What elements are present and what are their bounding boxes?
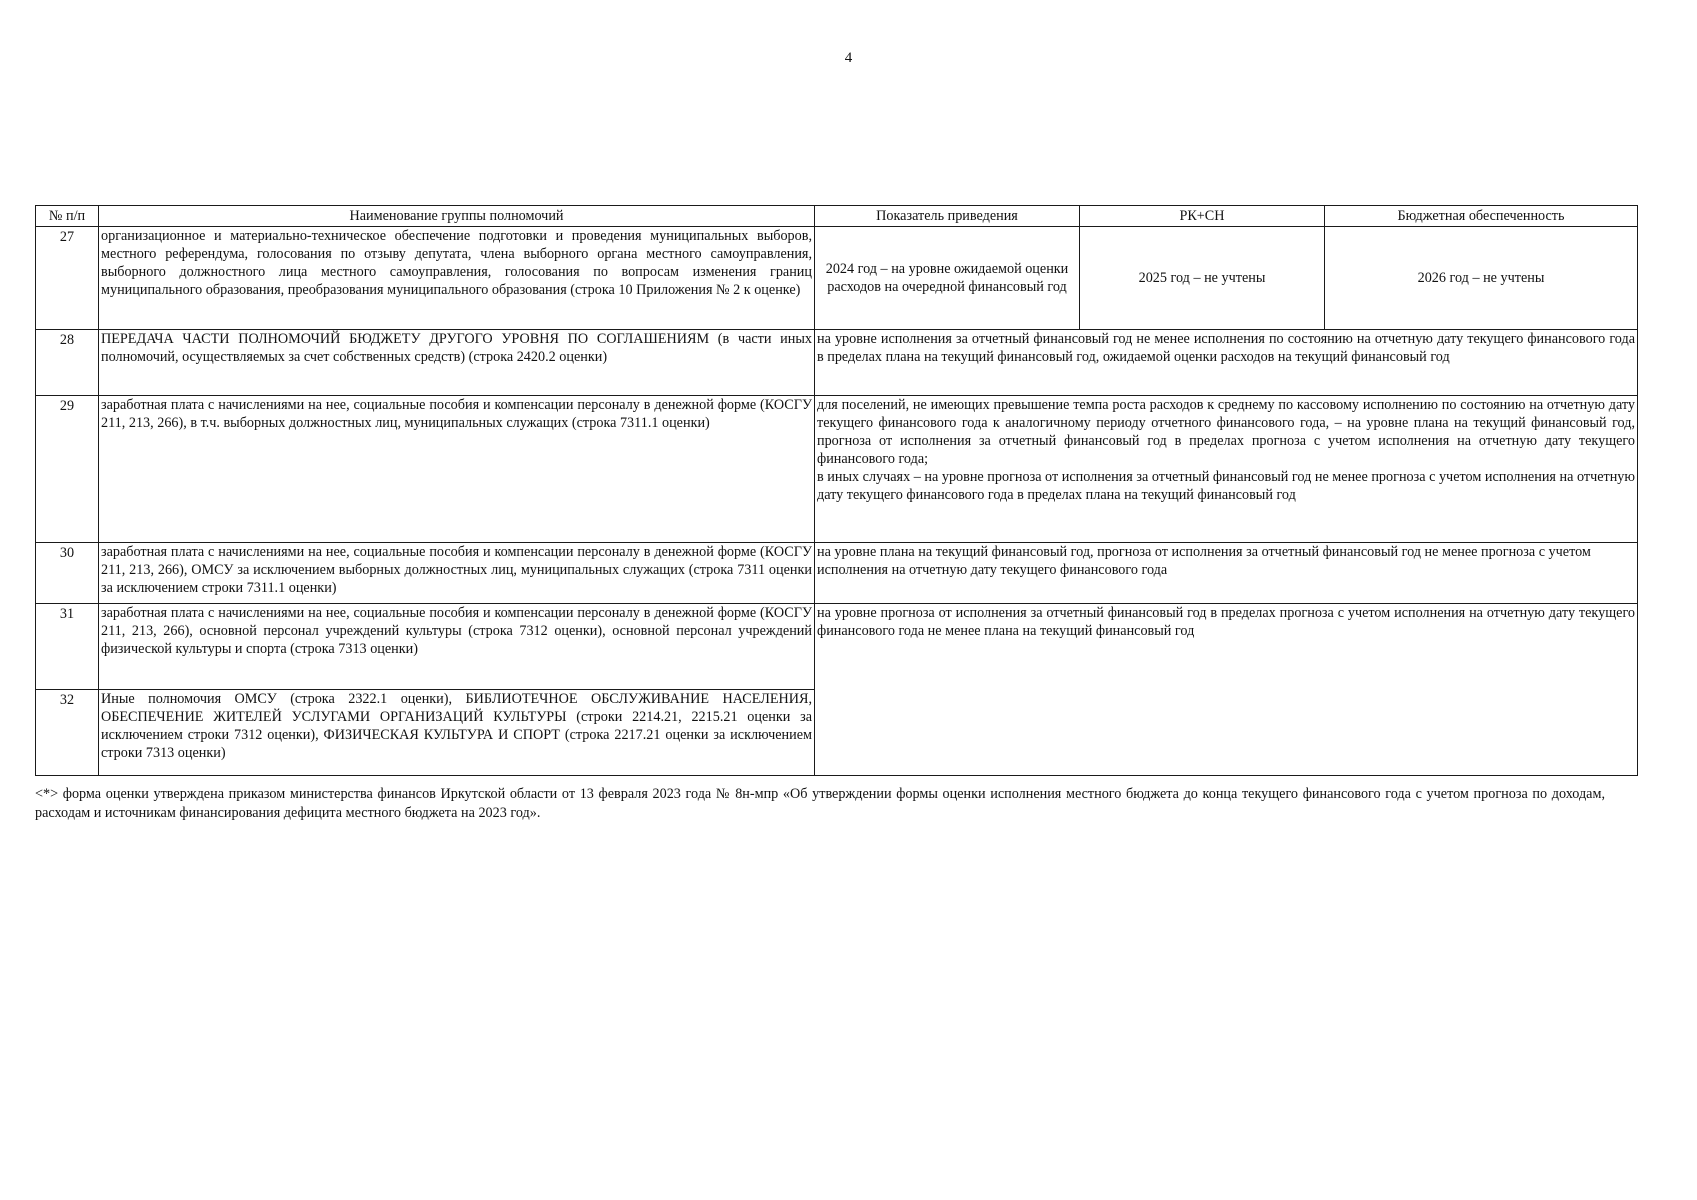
header-authority-group-name: Наименование группы полномочий xyxy=(99,206,815,227)
row-number: 30 xyxy=(36,543,99,604)
authority-group-name: организационное и материально-техническое обеспечение подготовки и проведения муниципальных выборов, местного референдума, голосования по отзыву депутата, члена выборного органа местного самоуправления, выборного должностного лица местного самоуправления, голосования по вопросам изменения границ муниципального образования, преобразования муниципального образования (строка 10 Приложения № 2 к оценке) xyxy=(99,227,815,330)
header-rk-sn: РК+СН xyxy=(1080,206,1325,227)
footnote: <*> форма оценки утверждена приказом министерства финансов Иркутской области от 13 февраля 2023 года № 8н-мпр «Об утверждении формы оценки исполнения местного бюджета до конца текущего финансового года с учетом прогноза по доходам, расходам и источникам финансирования дефицита местного бюджета на 2023 год». xyxy=(35,786,1605,822)
authority-group-name: заработная плата с начислениями на нее, социальные пособия и компенсации персоналу в денежной форме (КОСГУ 211, 213, 266), в т.ч. выборных должностных лиц, муниципальных служащих (строка 7311.1 оценки) xyxy=(99,396,815,543)
table-row-30 xyxy=(36,543,1638,604)
budget-sufficiency-value: 2026 год – не учтены xyxy=(1325,227,1638,330)
rk-sn-value: 2025 год – не учтены xyxy=(1080,227,1325,330)
indicator-value xyxy=(815,396,1638,543)
row-number: 28 xyxy=(36,330,99,396)
header-number: № п/п xyxy=(36,206,99,227)
table-row-31 xyxy=(36,604,1638,690)
header-indicator: Показатель приведения xyxy=(815,206,1080,227)
table-row-28 xyxy=(36,330,1638,396)
row-number: 31 xyxy=(36,604,99,690)
authority-group-name: заработная плата с начислениями на нее, социальные пособия и компенсации персоналу в денежной форме (КОСГУ 211, 213, 266), основной персонал учреждений культуры (строка 7312 оценки), основной персонал учреждений физической культуры и спорта (строка 7313 оценки) xyxy=(99,604,815,690)
indicator-value: на уровне прогноза от исполнения за отчетный финансовый год в пределах прогноза с учетом исполнения на отчетную дату текущего финансового года не менее плана на текущий финансовый год xyxy=(815,604,1638,776)
authority-group-name: ПЕРЕДАЧА ЧАСТИ ПОЛНОМОЧИЙ БЮДЖЕТУ ДРУГОГО УРОВНЯ ПО СОГЛАШЕНИЯМ (в части иных полномочий, осуществляемых за счет собственных средств) (строка 2420.2 оценки) xyxy=(99,330,815,396)
table-row-27 xyxy=(36,227,1638,330)
table-header xyxy=(36,206,1638,227)
indicator-paragraph: в иных случаях – на уровне прогноза от исполнения за отчетный финансовый год не менее прогноза с учетом исполнения на отчетную дату текущего финансового года в пределах плана на текущий финансовый год xyxy=(817,469,1635,504)
authority-groups-table xyxy=(35,205,1638,776)
row-number: 27 xyxy=(36,227,99,330)
authority-group-name: заработная плата с начислениями на нее, социальные пособия и компенсации персоналу в денежной форме (КОСГУ 211, 213, 266), ОМСУ за исключением выборных должностных лиц, муниципальных служащих (строка 7311 оценки за исключением строки 7311.1 оценки) xyxy=(99,543,815,604)
table-row-29 xyxy=(36,396,1638,543)
row-number: 29 xyxy=(36,396,99,543)
indicator-value: на уровне плана на текущий финансовый год, прогноза от исполнения за отчетный финансовый год не менее прогноза с учетом исполнения на отчетную дату текущего финансового года xyxy=(815,543,1638,604)
authority-group-name: Иные полномочия ОМСУ (строка 2322.1 оценки), БИБЛИОТЕЧНОЕ ОБСЛУЖИВАНИЕ НАСЕЛЕНИЯ, ОБЕСПЕЧЕНИЕ ЖИТЕЛЕЙ УСЛУГАМИ ОРГАНИЗАЦИЙ КУЛЬТУРЫ (строки 2214.21, 2215.21 оценки за исключением строки 7312 оценки), ФИЗИЧЕСКАЯ КУЛЬТУРА И СПОРТ (строка 2217.21 оценки за исключением строки 7313 оценки) xyxy=(99,690,815,776)
row-number: 32 xyxy=(36,690,99,776)
indicator-value: на уровне исполнения за отчетный финансовый год не менее исполнения по состоянию на отчетную дату текущего финансового года в пределах плана на текущий финансовый год, ожидаемой оценки расходов на текущий финансовый год xyxy=(815,330,1638,396)
header-budget-sufficiency: Бюджетная обеспеченность xyxy=(1325,206,1638,227)
page-number: 4 xyxy=(844,50,853,66)
indicator-value: 2024 год – на уровне ожидаемой оценки расходов на очередной финансовый год xyxy=(815,227,1080,330)
indicator-paragraph: для поселений, не имеющих превышение темпа роста расходов к среднему по кассовому исполнению по состоянию на отчетную дату текущего финансового года к аналогичному периоду отчетного финансового года, – на уровне плана на текущий финансовый год, прогноза от исполнения за отчетный финансовый год в пределах прогноза с учетом исполнения на отчетную дату текущего финансового года; xyxy=(817,397,1635,468)
